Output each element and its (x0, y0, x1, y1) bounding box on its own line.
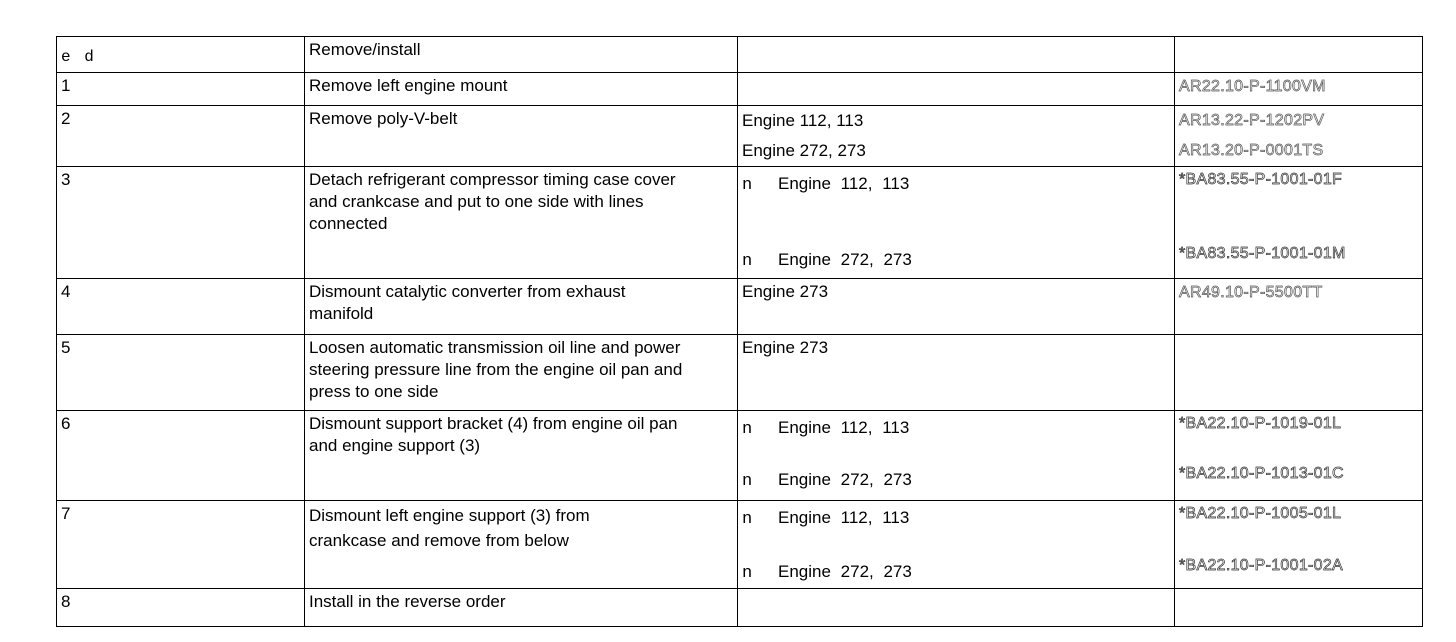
condition-line: n Engine 272, 273 (742, 562, 912, 583)
ref-link[interactable]: *BA22.10-P-1001-02A (1179, 557, 1344, 574)
procedure-table (56, 36, 1423, 627)
header-action-cell: Remove/install (305, 37, 738, 73)
step-ref (1175, 73, 1423, 106)
ref-link[interactable]: *BA22.10-P-1019-01L (1179, 415, 1342, 432)
step-number: 3 (57, 167, 305, 279)
ref-link[interactable]: *BA22.10-P-1005-01L (1179, 505, 1342, 522)
step-action: Detach refrigerant compressor timing case cover and crankcase and put to one side with lines connected (305, 167, 738, 279)
ref-link[interactable]: *BA83.55-P-1001-01M (1179, 245, 1346, 262)
step-ref (1175, 167, 1423, 279)
ref-link[interactable]: AR13.22-P-1202PV (1179, 112, 1325, 129)
step-number: 7 (57, 501, 305, 589)
condition-line: n Engine 112, 113 (742, 508, 910, 529)
table-row (57, 279, 1423, 335)
ref-link[interactable]: *BA22.10-P-1013-01C (1179, 465, 1344, 482)
table-row (57, 73, 1423, 106)
procedure-table-container (56, 36, 1422, 627)
bullet-marker: n (742, 510, 753, 529)
condition-line: Engine 112, 113 (742, 111, 864, 130)
ref-link[interactable]: *BA83.55-P-1001-01F (1179, 171, 1343, 188)
header-condition-cell (738, 37, 1175, 73)
step-action: Remove poly-V-belt (305, 106, 738, 167)
step-ref (1175, 106, 1423, 167)
condition-line: n Engine 272, 273 (742, 470, 912, 491)
table-row (57, 411, 1423, 501)
table-row (57, 106, 1423, 167)
step-condition (738, 106, 1175, 167)
step-condition (738, 589, 1175, 627)
step-condition: Engine 273 (738, 335, 1175, 411)
table-row (57, 167, 1423, 279)
step-action: Dismount catalytic converter from exhaust manifold (305, 279, 738, 335)
ref-link[interactable]: AR13.20-P-0001TS (1179, 142, 1324, 159)
step-condition (738, 411, 1175, 501)
step-ref (1175, 411, 1423, 501)
header-ref-cell (1175, 37, 1423, 73)
step-number: 1 (57, 73, 305, 106)
bullet-marker: n (742, 472, 753, 491)
bullet-marker: n (742, 564, 753, 583)
bullet-marker: n (742, 252, 753, 271)
step-ref (1175, 335, 1423, 411)
condition-line: n Engine 112, 113 (742, 174, 910, 195)
bullet-marker: n (742, 420, 753, 439)
step-action: Dismount support bracket (4) from engine oil pan and engine support (3) (305, 411, 738, 501)
step-action: Dismount left engine support (3) from crankcase and remove from below (305, 501, 738, 589)
ref-link[interactable]: AR49.10-P-5500TT (1179, 284, 1323, 301)
step-number: 5 (57, 335, 305, 411)
step-ref (1175, 279, 1423, 335)
condition-line: Engine 272, 273 (742, 141, 866, 160)
step-action: Loosen automatic transmission oil line and power steering pressure line from the engine oil pan and press to one side (305, 335, 738, 411)
step-condition: Engine 273 (738, 279, 1175, 335)
step-number: 2 (57, 106, 305, 167)
step-number: 6 (57, 411, 305, 501)
condition-line: n Engine 272, 273 (742, 250, 912, 271)
table-row (57, 589, 1423, 627)
step-condition (738, 73, 1175, 106)
step-condition (738, 501, 1175, 589)
step-number: 8 (57, 589, 305, 627)
step-action: Install in the reverse order (305, 589, 738, 627)
table-header-row (57, 37, 1423, 73)
header-step-cell: e d (57, 37, 305, 73)
table-row (57, 335, 1423, 411)
step-ref (1175, 501, 1423, 589)
condition-line: n Engine 112, 113 (742, 418, 910, 439)
step-ref (1175, 589, 1423, 627)
ref-link[interactable]: AR22.10-P-1100VM (1179, 78, 1326, 95)
bullet-marker: n (742, 176, 753, 195)
step-number: 4 (57, 279, 305, 335)
step-condition (738, 167, 1175, 279)
step-action: Remove left engine mount (305, 73, 738, 106)
table-row (57, 501, 1423, 589)
